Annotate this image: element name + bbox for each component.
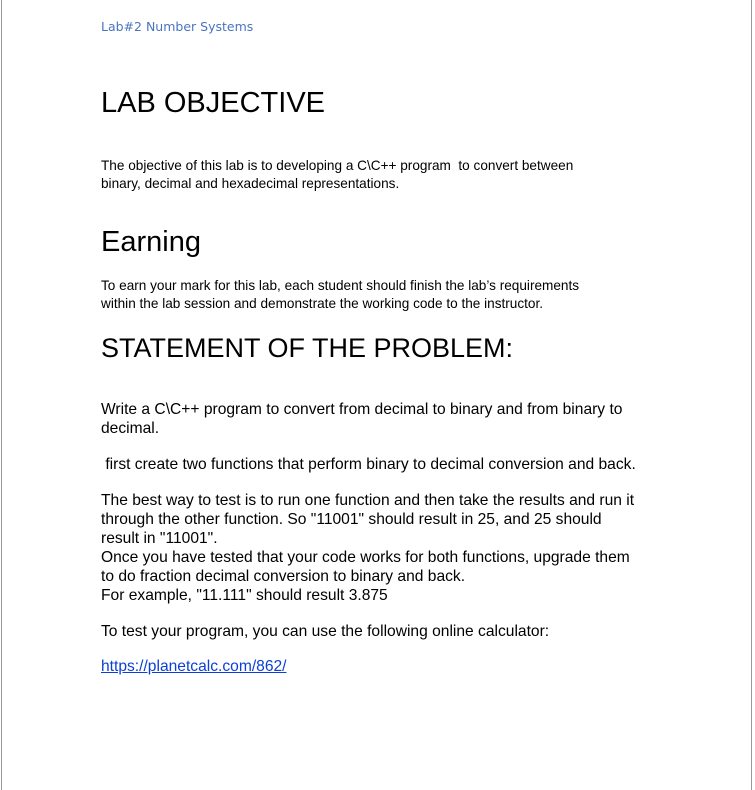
- heading-lab-objective: LAB OBJECTIVE: [101, 87, 326, 119]
- objective-paragraph: [101, 157, 731, 193]
- text-line: The best way to test is to run one function and then take the results and run it: [101, 492, 635, 509]
- heading-statement-of-problem: STATEMENT OF THE PROBLEM:: [101, 333, 514, 363]
- document-body: [101, 19, 731, 676]
- text-line: result in "11001".: [101, 530, 218, 547]
- problem-paragraph-1: [101, 400, 731, 438]
- text-line: within the lab session and demonstrate the working code to the instructor.: [101, 296, 544, 311]
- problem-paragraph-4: [101, 622, 731, 641]
- document-page: [1, 0, 752, 790]
- calculator-link[interactable]: https://planetcalc.com/862/: [101, 658, 287, 675]
- text-line: To earn your mark for this lab, each student should finish the lab’s requirements: [101, 278, 580, 293]
- text-line: decimal.: [101, 420, 160, 437]
- problem-paragraph-2: [101, 455, 731, 474]
- calculator-link-container: [101, 657, 731, 676]
- text-line: to do fraction decimal conversion to binary and back.: [101, 568, 466, 585]
- text-line: For example, "11.111" should result 3.875: [101, 587, 388, 604]
- text-line: binary, decimal and hexadecimal representations.: [101, 176, 400, 191]
- text-line: To test your program, you can use the following online calculator:: [101, 623, 550, 640]
- heading-earning: Earning: [101, 226, 201, 258]
- page-header: Lab#2 Number Systems: [101, 19, 254, 34]
- text-line: first create two functions that perform binary to decimal conversion and back.: [101, 456, 636, 473]
- text-line: through the other function. So "11001" should result in 25, and 25 should: [101, 511, 602, 528]
- text-line: Once you have tested that your code works for both functions, upgrade them: [101, 549, 630, 566]
- problem-paragraph-3: [101, 491, 731, 605]
- earning-paragraph: [101, 277, 731, 313]
- text-line: Write a C\C++ program to convert from decimal to binary and from binary to: [101, 401, 623, 418]
- text-line: The objective of this lab is to developing a C\C++ program to convert between: [101, 158, 574, 173]
